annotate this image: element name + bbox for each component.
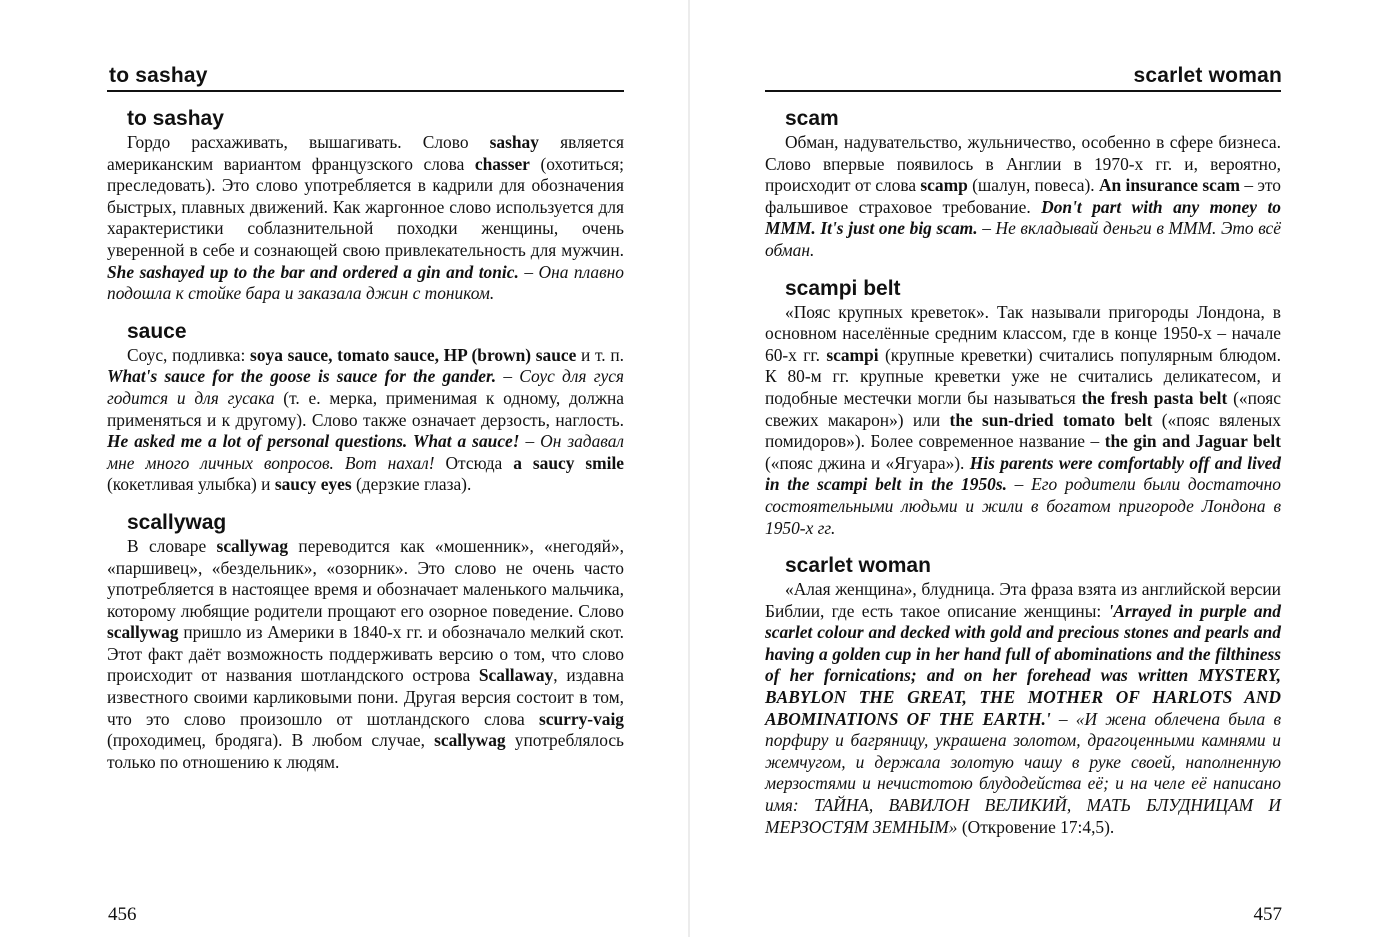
entry-text: (проходимец, бродяга). В любом случае, [107,730,435,751]
entry-text: («пояс вяленых помидоров»). Более современное название – [765,409,1282,452]
entry-headword: scallywag [127,510,227,534]
entry-text: (шалун, повеса). [967,175,1099,196]
example-translation: Соус для гуся годится и для гусака [107,366,625,408]
example-translation: Его родители были достаточно состоятельными людьми и жили в богатом пригороде Лондона в 1950-х гг. [765,474,1282,538]
entry-text: – это фальшивое страховое требование. [765,175,1282,217]
entry-text: , издавна известного своими карликовыми пони. Другая версия состоит в том, что это слово произошло от шотландского слова [107,665,624,729]
entry-body [107,132,624,305]
entry-body [107,536,624,774]
entry-text: Соус, подливка: [127,344,251,365]
entry-text: – [1006,474,1032,495]
entry-text: пришло из Америки в 1840-х гг. и обозначало мелкий скот. Этот факт даёт возможность поддерживать версию о том, что слово происходит от названия шотландского острова [107,622,624,686]
entry-text: – [519,431,541,452]
entry-text: В словаре [127,535,217,556]
entry-text: (крупные креветки) считались популярным блюдом. К 80-м гг. крупные креветки уже не считались деликатесом, и подобные местечки могли бы называться [765,344,1281,408]
bold-term: scampi [826,344,879,365]
entry-headword: sauce [127,319,187,343]
page-number: 456 [108,904,137,925]
entries-column [765,106,1281,852]
running-head: to sashay [109,64,208,87]
entry-body [107,345,624,496]
entry-headword: to sashay [127,107,224,130]
bold-term: Scallaway [478,665,554,686]
header-rule [107,90,624,92]
entry-text: – [518,261,539,282]
example-sentence: She sashayed up to the bar and ordered a gin and tonic. [107,261,519,282]
example-sentence: 'Arrayed in purple and scarlet colour and decked with gold and precious stones and pearls and having a golden cup in her hand full of abominations and the filthiness of her fornications; and on her forehead was written MYSTERY, BABYLON THE GREAT, THE MOTHER OF HARLOTS AND ABOMINATIONS OF THE EARTH.' [765,600,1281,729]
bold-term: scurry-vaig [538,708,624,729]
entry-body [765,579,1281,838]
entries-column [107,106,624,787]
entry-text: (Откровение 17:4,5). [957,816,1115,837]
example-translation: Он задавал мне много личных вопросов. Вот нахал! [107,431,625,473]
example-sentence: He asked me a lot of personal questions. What a sauce! [107,431,520,452]
entry-text: (дерзкие глаза). [351,474,472,495]
bold-term: scamp [920,175,968,196]
example-translation: Не вкладывай деньги в МММ. Это всё обман. [765,218,1281,260]
bold-term: scallywag [107,622,179,643]
bold-term: saucy eyes [274,474,352,495]
entry-headword: scampi belt [785,276,901,300]
entry-headword: scarlet woman [785,554,931,578]
left-page [0,0,689,937]
entry-body [765,132,1281,262]
dictionary-entry [107,319,624,496]
entry-text: Гордо расхаживать, вышагивать. Слово [127,132,490,152]
bold-term: the sun-dried tomato belt [949,409,1153,430]
entry-text: и т. п. [576,344,624,365]
entry-headword: scam [785,107,839,130]
bold-term: the fresh pasta belt [1081,387,1228,408]
example-translation: «И жена облечена была в порфиру и багряницу, украшена золотом, драгоценными камнями и жемчугом, и держала золотую чашу в руке своей, наполненную мерзостями и нечистотою блудодейства её; и на челе её написано имя: ТАЙНА, ВАВИЛОН ВЕЛИКИЙ, МАТЬ БЛУДНИЦАМ И МЕРЗОСТЯМ ЗЕМНЫМ» [765,708,1281,837]
entry-text: Обман, надувательство, жульничество, особенно в сфере бизнеса. Слово впервые появилось в Англии в 1970-х гг. и, вероятно, происходит от слова [765,132,1281,196]
entry-text: является американским вариантом французского слова [107,132,624,174]
entry-text: Отсюда [434,452,514,473]
entry-text: «Алая женщина», блудница. Эта фраза взята из английской версии Библии, где есть такое описание женщины: [765,579,1281,621]
entry-text: переводится как «мошенник», «негодяй», «паршивец», «бездельник», «озорник». Это слово не очень часто употребляется в настоящее время и обозначает маленького мальчика, которому любящие родители прощают его озорное поведение. Слово [107,535,624,621]
example-translation: Она плавно подошла к стойке бара и заказала джин с тоником. [107,261,624,304]
dictionary-entry [107,510,624,774]
example-sentence: Don't part with any money to MMM. It's just one big scam. [765,196,1281,239]
entry-text: («пояс свежих макарон») или [765,387,1281,430]
dictionary-entry [765,106,1281,262]
entry-text: (т. е. мерка, применимая к одному, должна применяться и к другому). Слово также означает дерзость, наглость. [107,387,624,430]
entry-text: – [1050,708,1076,729]
entry-text: (кокетливая улыбка) и [107,474,275,495]
bold-term: chasser [474,153,530,174]
header-rule [765,90,1281,92]
entry-text: («пояс джина и «Ягуара»). [765,452,970,473]
dictionary-entry [765,276,1281,540]
bold-term: scallywag [216,535,289,556]
entry-text: (охотиться; преследовать). Это слово употребляется в кадрили для обозначения быстрых, плавных движений. Как жаргонное слово используется для характеристики соблазнительной походки женщины, очень уверенной в себе и сознающей свою привлекательность для мужчин. [107,153,624,260]
entry-text: «Пояс крупных креветок». Так называли пригороды Лондона, в основном населённые средним классом, где в конце 1950-х – начале 60-х гг. [765,301,1281,365]
right-page [689,0,1379,937]
dictionary-entry [107,106,624,305]
bold-term: An insurance scam [1098,175,1241,196]
bold-term: the gin and Jaguar belt [1104,431,1281,452]
entry-text: употреблялось только по отношению к людям. [107,730,624,772]
bold-term: soya sauce, tomato sauce, HP (brown) sauce [250,344,577,365]
entry-text: – [496,366,520,387]
example-sentence: What's sauce for the goose is sauce for the gander. [107,366,497,387]
bold-term: sashay [489,132,539,152]
example-sentence: His parents were comfortably off and lived in the scampi belt in the 1950s. [765,452,1281,495]
page-number: 457 [1253,904,1282,925]
bold-term: a saucy smile [513,452,624,473]
running-head: scarlet woman [1133,64,1282,87]
bold-term: scallywag [434,730,506,751]
entry-body [765,302,1281,540]
entry-text: – [977,218,996,239]
dictionary-entry [765,553,1281,838]
